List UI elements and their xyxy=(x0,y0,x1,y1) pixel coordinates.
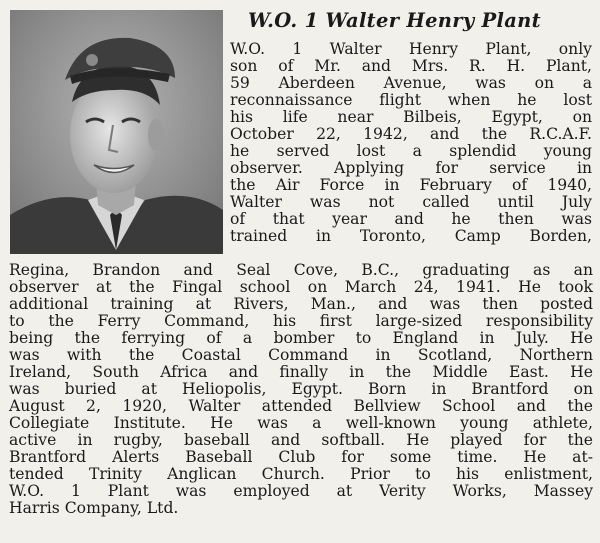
text-line: Brantford Alerts Baseball Club for some time. He at- xyxy=(9,448,593,466)
portrait-photo xyxy=(10,10,223,254)
text-line: Walter was not called until July xyxy=(230,193,592,211)
text-line: of that year and he then was xyxy=(230,210,592,228)
text-line: to the Ferry Command, his first large-sized responsibility xyxy=(9,312,593,330)
text-line: his life near Bilbeis, Egypt, on xyxy=(230,108,592,126)
text-line: August 2, 1920, Walter attended Bellview School and the xyxy=(9,397,593,415)
text-line: was with the Coastal Command in Scotland, Northern xyxy=(9,346,593,364)
text-line: son of Mr. and Mrs. R. H. Plant, xyxy=(230,57,592,75)
text-line: observer at the Fingal school on March 24, 1941. He took xyxy=(9,278,593,296)
text-line: Harris Company, Ltd. xyxy=(9,499,179,517)
text-line: Collegiate Institute. He was a well-known young athlete, xyxy=(9,414,593,432)
text-line: W.O. 1 Walter Henry Plant, only xyxy=(230,40,592,58)
text-line: the Air Force in February of 1940, xyxy=(230,176,592,194)
text-line: October 22, 1942, and the R.C.A.F. xyxy=(230,125,592,143)
text-line: he served lost a splendid young xyxy=(230,142,592,160)
text-line: active in rugby, baseball and softball. He played for the xyxy=(9,431,593,449)
text-line: W.O. 1 Plant was employed at Verity Works, Massey xyxy=(9,482,593,500)
article-heading: W.O. 1 Walter Henry Plant xyxy=(248,9,541,32)
text-line: trained in Toronto, Camp Borden, xyxy=(230,227,592,245)
text-line: Ireland, South Africa and finally in the Middle East. He xyxy=(9,363,593,381)
text-line: was buried at Heliopolis, Egypt. Born in Brantford on xyxy=(9,380,593,398)
text-line: additional training at Rivers, Man., and was then posted xyxy=(9,295,593,313)
text-line: Regina, Brandon and Seal Cove, B.C., graduating as an xyxy=(9,261,593,279)
text-line: tended Trinity Anglican Church. Prior to his enlistment, xyxy=(9,465,593,483)
text-line: being the ferrying of a bomber to England in July. He xyxy=(9,329,593,347)
text-line: 59 Aberdeen Avenue, was on a xyxy=(230,74,592,92)
text-line: observer. Applying for service in xyxy=(230,159,592,177)
text-line: reconnaissance flight when he lost xyxy=(230,91,592,109)
